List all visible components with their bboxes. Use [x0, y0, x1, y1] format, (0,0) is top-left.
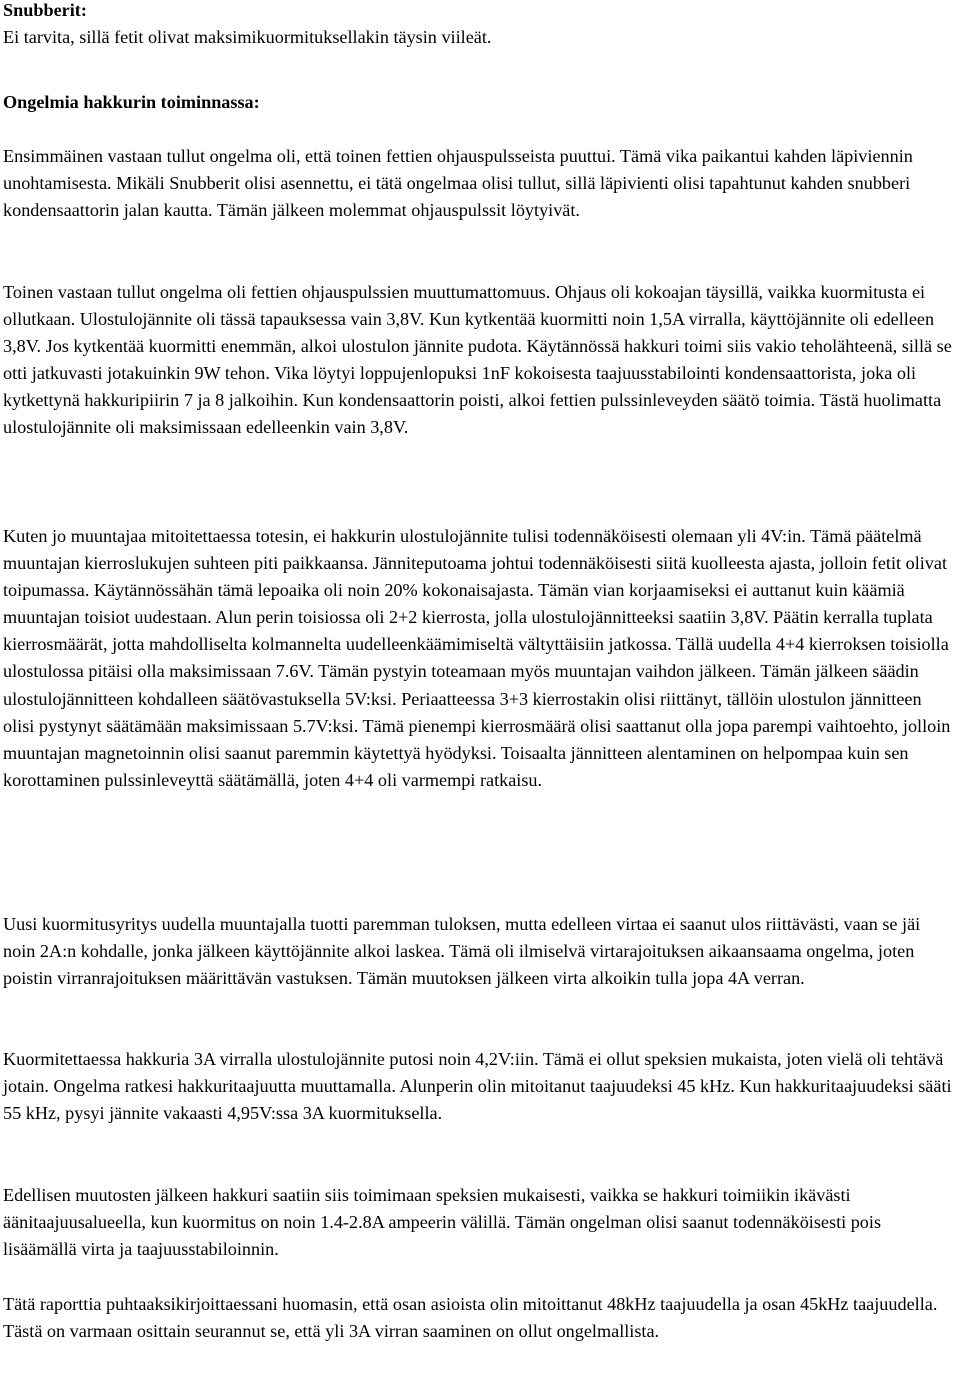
paragraph-7: Tätä raporttia puhtaaksikirjoittaessani huomasin, että osan asioista olin mitoittanut 48kHz taajuudella ja osan 45kHz taajuudella. Tästä on varmaan osittain seurannut se, että yli 3A virran saaminen on ollut ongelmallista. — [3, 1294, 938, 1342]
paragraph-4: Uusi kuormitusyritys uudella muuntajalla tuotti paremman tuloksen, mutta edelleen virtaa ei saanut ulos riittävästi, vaan se jäi noin 2A:n kohdalle, jonka jälkeen käyttöjännite alkoi laskea. Tämä oli ilmiselvä virtarajoituksen aikaansaama ongelma, joten poistin virranrajoituksen määrittävän vastuksen. Tämän muutoksen jälkeen virta alkoikin tulla jopa 4A verran. — [3, 914, 921, 989]
ongelmia-heading: Ongelmia hakkurin toiminnassa: — [3, 92, 260, 112]
paragraph-6: Edellisen muutosten jälkeen hakkuri saatiin siis toimimaan speksien mukaisesti, vaikka se hakkuri toimiikin ikävästi äänitaajuusalueella, kun kuormitus on noin 1.4-2.8A ampeerin välillä. Tämän ongelman olisi saanut todennäköisesti pois lisäämällä virta ja taajuusstabiloinnin. — [3, 1185, 882, 1260]
snubberit-heading: Snubberit: — [3, 0, 87, 20]
snubberit-text: Ei tarvita, sillä fetit olivat maksimikuormituksellakin täysin viileät. — [3, 27, 492, 47]
paragraph-1: Ensimmäinen vastaan tullut ongelma oli, että toinen fettien ohjauspulsseista puuttui. Tämä vika paikantui kahden läpiviennin unohtamisesta. Mikäli Snubberit olisi asennettu, ei tätä ongelmaa olisi tullut, sillä läpivienti olisi tapahtunut kahden snubberi kondensaattorin jalan kautta. Tämän jälkeen molemmat ohjauspulssit löytyivät. — [3, 146, 913, 221]
paragraph-3: Kuten jo muuntajaa mitoitettaessa totesin, ei hakkurin ulostulojännite tulisi todennäköisesti olemaan yli 4V:in. Tämä päätelmä muuntajan kierroslukujen suhteen piti paikkaansa. Jänniteputoama johtui todennäköisesti siitä kuolleesta ajasta, jolloin fetit olivat toipumassa. Käytännössähän tämä lepoaika oli noin 20% kokonaisajasta. Tämän vian korjaamiseksi ei auttanut kuin käämiä muuntajan toisiot uudestaan. Alun perin toisiossa oli 2+2 kierrosta, jolla ulostulojännitteeksi saatiin 3,8V. Päätin kerralla tuplata kierrosmäärät, jotta mahdolliselta kolmannelta uudelleenkäämimiseltä vältyttäisiin jatkossa. Tällä uudella 4+4 kierroksen toisiolla ulostulossa pitäisi olla maksimissaan 7.6V. Tämän pystyin toteamaan myös muuntajan vaihdon jälkeen. Tämän jälkeen säädin ulostulojännitteen kohdalleen säätövastuksella 5V:ksi. Periaatteessa 3+3 kierrostakin olisi riittänyt, tällöin ulostulon jännitteen olisi pystynyt säätämään maksimissaan 5.7V:ksi. Tämä pienempi kierrosmäärä olisi saattanut olla jopa parempi vaihtoehto, jolloin muuntajan magnetoinnin olisi saanut paremmin käytettyä hyödyksi. Toisaalta jännitteen alentaminen on helpompaa kuin sen korottaminen pulssinleveyttä säätämällä, joten 4+4 oli varmempi ratkaisu. — [3, 526, 951, 790]
paragraph-2: Toinen vastaan tullut ongelma oli fettien ohjauspulssien muuttumattomuus. Ohjaus oli kokoajan täysillä, vaikka kuormitusta ei ollutkaan. Ulostulojännite oli tässä tapauksessa vain 3,8V. Kun kytkentää kuormitti noin 1,5A virralla, käyttöjännite oli edelleen 3,8V. Jos kytkentää kuormitti enemmän, alkoi ulostulon jännite pudota. Käytännössä hakkuri toimi siis vakio teholähteenä, sillä se otti jatkuvasti jotakuinkin 9W tehon. Vika löytyi loppujenlopuksi 1nF kokoisesta taajuusstabilointi kondensaattorista, joka oli kytkettynä hakkuripiirin 7 ja 8 jalkoihin. Kun kondensaattorin poisti, alkoi fettien pulssinleveyden säätö toimia. Tästä huolimatta ulostulojännite oli maksimissaan edelleenkin vain 3,8V. — [3, 282, 952, 438]
paragraph-5: Kuormitettaessa hakkuria 3A virralla ulostulojännite putosi noin 4,2V:iin. Tämä ei ollut speksien mukaista, joten vielä oli tehtävä jotain. Ongelma ratkesi hakkuritaajuutta muuttamalla. Alunperin olin mitoitanut taajuudeksi 45 kHz. Kun hakkuritaajuudeksi sääti 55 kHz, pysyi jännite vakaasti 4,95V:ssa 3A kuormituksella. — [3, 1049, 952, 1124]
